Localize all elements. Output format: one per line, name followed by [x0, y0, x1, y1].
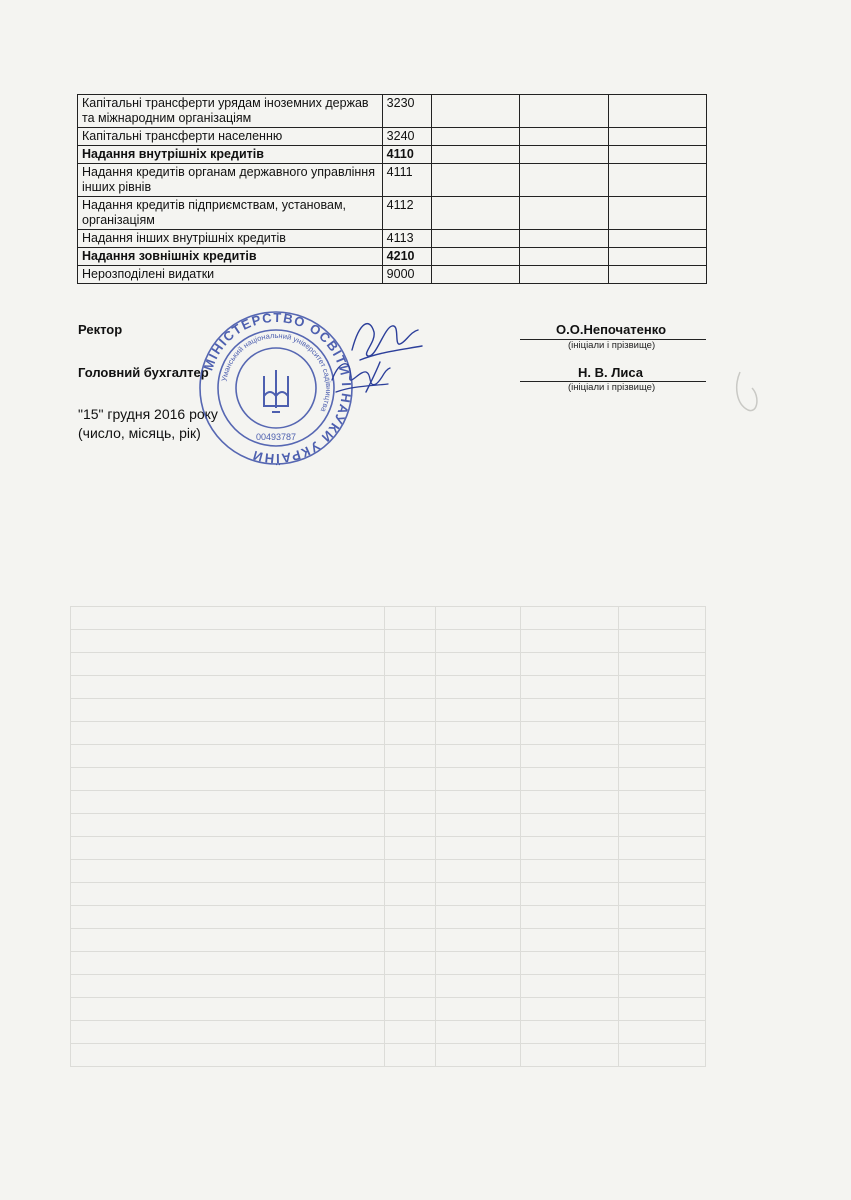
bleed-through-cell	[71, 975, 385, 998]
bleed-through-cell	[71, 1044, 385, 1067]
row-name-cell: Надання зовнішніх кредитів	[78, 248, 383, 266]
bleed-through-cell	[521, 630, 619, 653]
row-name-cell: Капітальні трансферти урядам іноземних держав та міжнародним організаціям	[78, 95, 383, 128]
row-general-fund-cell	[431, 164, 519, 197]
bleed-through-cell	[436, 929, 521, 952]
bleed-through-cell	[384, 929, 435, 952]
bleed-through-cell	[436, 791, 521, 814]
bleed-through-table	[70, 606, 706, 1067]
row-name-cell: Надання інших внутрішніх кредитів	[78, 230, 383, 248]
row-total-cell	[608, 128, 706, 146]
bleed-through-row	[71, 883, 706, 906]
row-total-cell	[608, 164, 706, 197]
bleed-through-cell	[521, 607, 619, 630]
bleed-through-cell	[71, 814, 385, 837]
bleed-through-cell	[71, 952, 385, 975]
bleed-through-cell	[384, 745, 435, 768]
bleed-through-cell	[618, 722, 705, 745]
row-total-cell	[608, 248, 706, 266]
bleed-through-cell	[521, 722, 619, 745]
bleed-through-cell	[384, 653, 435, 676]
bleed-through-cell	[71, 929, 385, 952]
bleed-through-cell	[618, 906, 705, 929]
bleed-through-cell	[384, 952, 435, 975]
bleed-through-row	[71, 837, 706, 860]
row-general-fund-cell	[431, 230, 519, 248]
row-code-cell: 9000	[382, 266, 431, 284]
row-general-fund-cell	[431, 248, 519, 266]
bleed-through-cell	[618, 929, 705, 952]
accountant-handwritten-signature	[326, 350, 396, 400]
bleed-through-cell	[436, 860, 521, 883]
row-name-cell: Капітальні трансферти населенню	[78, 128, 383, 146]
table-row	[78, 248, 707, 266]
bleed-through-cell	[71, 630, 385, 653]
bleed-through-cell	[618, 630, 705, 653]
bleed-through-cell	[71, 699, 385, 722]
bleed-through-cell	[436, 768, 521, 791]
bleed-through-cell	[618, 607, 705, 630]
bleed-through-cell	[618, 837, 705, 860]
row-special-fund-cell	[520, 197, 608, 230]
table-row	[78, 164, 707, 197]
table-row	[78, 95, 707, 128]
bleed-through-cell	[71, 676, 385, 699]
bleed-through-cell	[521, 883, 619, 906]
bleed-through-cell	[436, 699, 521, 722]
bleed-through-row	[71, 1021, 706, 1044]
row-special-fund-cell	[520, 230, 608, 248]
bleed-through-cell	[436, 814, 521, 837]
bleed-through-cell	[71, 883, 385, 906]
bleed-through-cell	[71, 791, 385, 814]
bleed-through-cell	[384, 860, 435, 883]
row-code-cell: 4111	[382, 164, 431, 197]
row-code-cell: 3240	[382, 128, 431, 146]
bleed-through-cell	[521, 906, 619, 929]
bleed-through-cell	[618, 952, 705, 975]
bleed-through-cell	[436, 975, 521, 998]
bleed-through-cell	[384, 814, 435, 837]
row-name-cell: Нерозподілені видатки	[78, 266, 383, 284]
table-row	[78, 230, 707, 248]
bleed-through-cell	[618, 975, 705, 998]
row-code-cell: 4112	[382, 197, 431, 230]
table-row	[78, 266, 707, 284]
bleed-through-cell	[384, 676, 435, 699]
row-total-cell	[608, 197, 706, 230]
row-name-cell: Надання кредитів органам державного управління інших рівнів	[78, 164, 383, 197]
stamp-outer-text: МІНІСТЕРСТВО ОСВІТИ І НАУКИ УКРАЇНИ	[200, 309, 355, 467]
bleed-through-cell	[384, 607, 435, 630]
bleed-through-cell	[521, 791, 619, 814]
bleed-through-cell	[521, 653, 619, 676]
row-total-cell	[608, 95, 706, 128]
bleed-through-cell	[71, 998, 385, 1021]
bleed-through-cell	[521, 745, 619, 768]
bleed-through-row	[71, 676, 706, 699]
bleed-through-cell	[618, 676, 705, 699]
bleed-through-cell	[384, 722, 435, 745]
rector-title: Ректор	[78, 322, 123, 337]
bleed-through-row	[71, 768, 706, 791]
bleed-through-cell	[71, 607, 385, 630]
accountant-caption: (ініціали і прізвище)	[568, 382, 656, 393]
bleed-through-cell	[436, 906, 521, 929]
bleed-through-cell	[384, 630, 435, 653]
bleed-through-row	[71, 929, 706, 952]
row-special-fund-cell	[520, 95, 608, 128]
bleed-through-cell	[618, 814, 705, 837]
row-general-fund-cell	[431, 197, 519, 230]
bleed-through-cell	[618, 791, 705, 814]
bleed-through-cell	[71, 768, 385, 791]
bleed-through-row	[71, 998, 706, 1021]
bleed-through-cell	[436, 837, 521, 860]
document-date: "15" грудня 2016 року	[78, 406, 218, 422]
bleed-through-cell	[618, 860, 705, 883]
bleed-through-cell	[436, 630, 521, 653]
bleed-through-cell	[436, 722, 521, 745]
bleed-through-cell	[436, 998, 521, 1021]
row-general-fund-cell	[431, 266, 519, 284]
bleed-through-cell	[436, 1044, 521, 1067]
bleed-through-cell	[618, 1021, 705, 1044]
row-general-fund-cell	[431, 146, 519, 164]
bleed-through-cell	[384, 998, 435, 1021]
budget-table	[77, 94, 707, 284]
bleed-through-row	[71, 791, 706, 814]
row-total-cell	[608, 266, 706, 284]
row-code-cell: 4113	[382, 230, 431, 248]
table-row	[78, 128, 707, 146]
bleed-through-cell	[618, 998, 705, 1021]
row-special-fund-cell	[520, 128, 608, 146]
bleed-through-cell	[521, 699, 619, 722]
row-general-fund-cell	[431, 128, 519, 146]
date-caption: (число, місяць, рік)	[78, 425, 201, 441]
row-name-cell: Надання внутрішніх кредитів	[78, 146, 383, 164]
bleed-through-cell	[384, 837, 435, 860]
bleed-through-row	[71, 1044, 706, 1067]
stamp-code: 00493787	[255, 432, 297, 442]
bleed-through-row	[71, 814, 706, 837]
row-total-cell	[608, 230, 706, 248]
bleed-through-cell	[436, 607, 521, 630]
bleed-through-cell	[71, 745, 385, 768]
stamp-inner-text: Уманський національний університет садівництва	[219, 330, 334, 414]
row-total-cell	[608, 146, 706, 164]
bleed-through-cell	[618, 1044, 705, 1067]
bleed-through-cell	[384, 883, 435, 906]
rector-caption: (ініціали і прізвище)	[568, 340, 656, 351]
bleed-through-cell	[521, 814, 619, 837]
bleed-through-cell	[384, 768, 435, 791]
bleed-through-cell	[521, 929, 619, 952]
bleed-through-cell	[521, 1044, 619, 1067]
table-row	[78, 146, 707, 164]
bleed-through-cell	[521, 676, 619, 699]
bleed-through-cell	[521, 837, 619, 860]
bleed-through-cell	[521, 952, 619, 975]
bleed-through-cell	[436, 676, 521, 699]
bleed-through-row	[71, 722, 706, 745]
bleed-through-cell	[618, 745, 705, 768]
bleed-through-cell	[618, 699, 705, 722]
row-general-fund-cell	[431, 95, 519, 128]
bleed-through-cell	[521, 975, 619, 998]
bleed-through-row	[71, 860, 706, 883]
bleed-through-cell	[618, 768, 705, 791]
bleed-through-cell	[384, 975, 435, 998]
bleed-through-cell	[521, 768, 619, 791]
row-special-fund-cell	[520, 164, 608, 197]
bleed-through-cell	[71, 837, 385, 860]
bleed-through-cell	[521, 860, 619, 883]
bleed-through-cell	[521, 1021, 619, 1044]
bleed-through-row	[71, 630, 706, 653]
bleed-through-row	[71, 952, 706, 975]
rector-name: О.О.Непочатенко	[556, 322, 667, 337]
row-special-fund-cell	[520, 146, 608, 164]
row-special-fund-cell	[520, 266, 608, 284]
accountant-title: Головний бухгалтер	[78, 365, 209, 380]
bleed-through-row	[71, 745, 706, 768]
bleed-through-row	[71, 607, 706, 630]
bleed-through-cell	[71, 722, 385, 745]
bleed-through-cell	[384, 1021, 435, 1044]
bleed-through-cell	[384, 791, 435, 814]
bleed-through-cell	[618, 883, 705, 906]
row-code-cell: 4210	[382, 248, 431, 266]
bleed-through-row	[71, 975, 706, 998]
bleed-through-row	[71, 906, 706, 929]
bleed-through-cell	[384, 1044, 435, 1067]
bleed-through-cell	[436, 1021, 521, 1044]
bleed-through-row	[71, 699, 706, 722]
bleed-through-cell	[436, 883, 521, 906]
bleed-through-cell	[71, 906, 385, 929]
bleed-through-cell	[71, 1021, 385, 1044]
table-row	[78, 197, 707, 230]
bleed-through-cell	[436, 952, 521, 975]
row-special-fund-cell	[520, 248, 608, 266]
row-code-cell: 3230	[382, 95, 431, 128]
row-code-cell: 4110	[382, 146, 431, 164]
bleed-through-cell	[436, 745, 521, 768]
bleed-through-cell	[384, 906, 435, 929]
row-name-cell: Надання кредитів підприємствам, установам, організаціям	[78, 197, 383, 230]
bleed-through-cell	[71, 860, 385, 883]
bleed-through-cell	[436, 653, 521, 676]
bleed-through-cell	[71, 653, 385, 676]
margin-mark	[730, 366, 770, 416]
bleed-through-cell	[521, 998, 619, 1021]
bleed-through-row	[71, 653, 706, 676]
bleed-through-cell	[384, 699, 435, 722]
bleed-through-cell	[618, 653, 705, 676]
accountant-name: Н. В. Лиса	[578, 365, 643, 380]
